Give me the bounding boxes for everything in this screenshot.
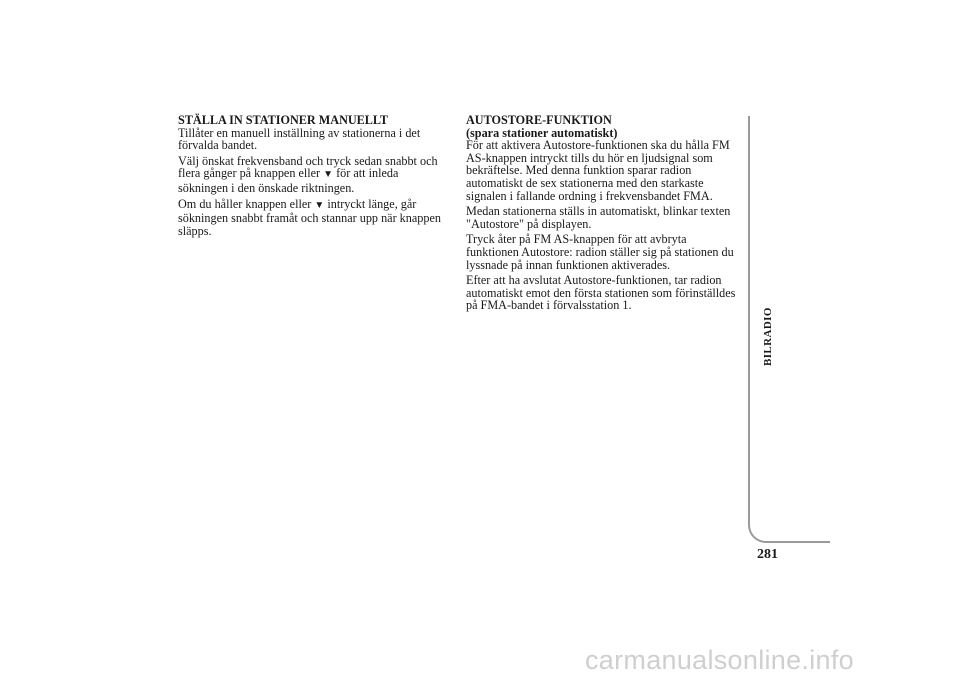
right-column: [466, 114, 736, 315]
text-hold-button-a: Om du håller knappen eller: [178, 196, 312, 211]
arrow-down-icon: ▼: [314, 199, 325, 211]
paragraph-autostore-finish: Efter att ha avslutat Autostore-funktionen, tar radion automatiskt emot den första stationen som förinställdes på FMA-bandet i förvalsstation 1.: [466, 273, 736, 313]
chapter-tab-border: [748, 116, 830, 543]
subheading-autostore: (spara stationer automatiskt): [466, 125, 618, 140]
chapter-label: BILRADIO: [762, 307, 774, 366]
left-column: [178, 114, 448, 240]
heading-autostore: AUTOSTORE-FUNKTION: [466, 113, 612, 127]
paragraph-autostore-blink: Medan stationerna ställs in automatiskt, blinkar texten "Autostore" på displayen.: [466, 204, 731, 231]
page-number: 281: [757, 547, 778, 562]
paragraph-select-band: [178, 155, 448, 195]
text-hold-button-b: intryckt länge, går sökningen snabbt framåt och stannar upp när knappen släpps.: [178, 196, 441, 238]
paragraph-hold-button: [178, 198, 448, 238]
paragraph-manual-intro: Tillåter en manuell inställning av stationerna i det förvalda bandet.: [178, 125, 421, 153]
watermark: carmanualsonline.info: [585, 645, 854, 675]
paragraph-autostore-activate: För att aktivera Autostore-funktionen ska du hålla FM AS-knappen intryckt tills du hör en ljudsignal som bekräftelse. Med denna funktion sparar radion automatiskt de sex stationerna med den starkaste signalen i fallande ordning i frekvensbandet FMA.: [466, 138, 730, 203]
heading-manual-tuning: STÄLLA IN STATIONER MANUELLT: [178, 113, 389, 127]
arrow-down-icon: ▼: [323, 169, 334, 181]
text-select-band-a: Välj önskat frekvensband och tryck sedan snabbt och flera gånger på knappen eller: [178, 153, 438, 181]
text-select-band-b: för att inleda sökningen i den önskade riktningen.: [178, 166, 399, 195]
paragraph-autostore-cancel: Tryck åter på FM AS-knappen för att avbryta funktionen Autostore: radion ställer sig på stationen du lyssnade på innan funktionen aktiverades.: [466, 232, 734, 272]
